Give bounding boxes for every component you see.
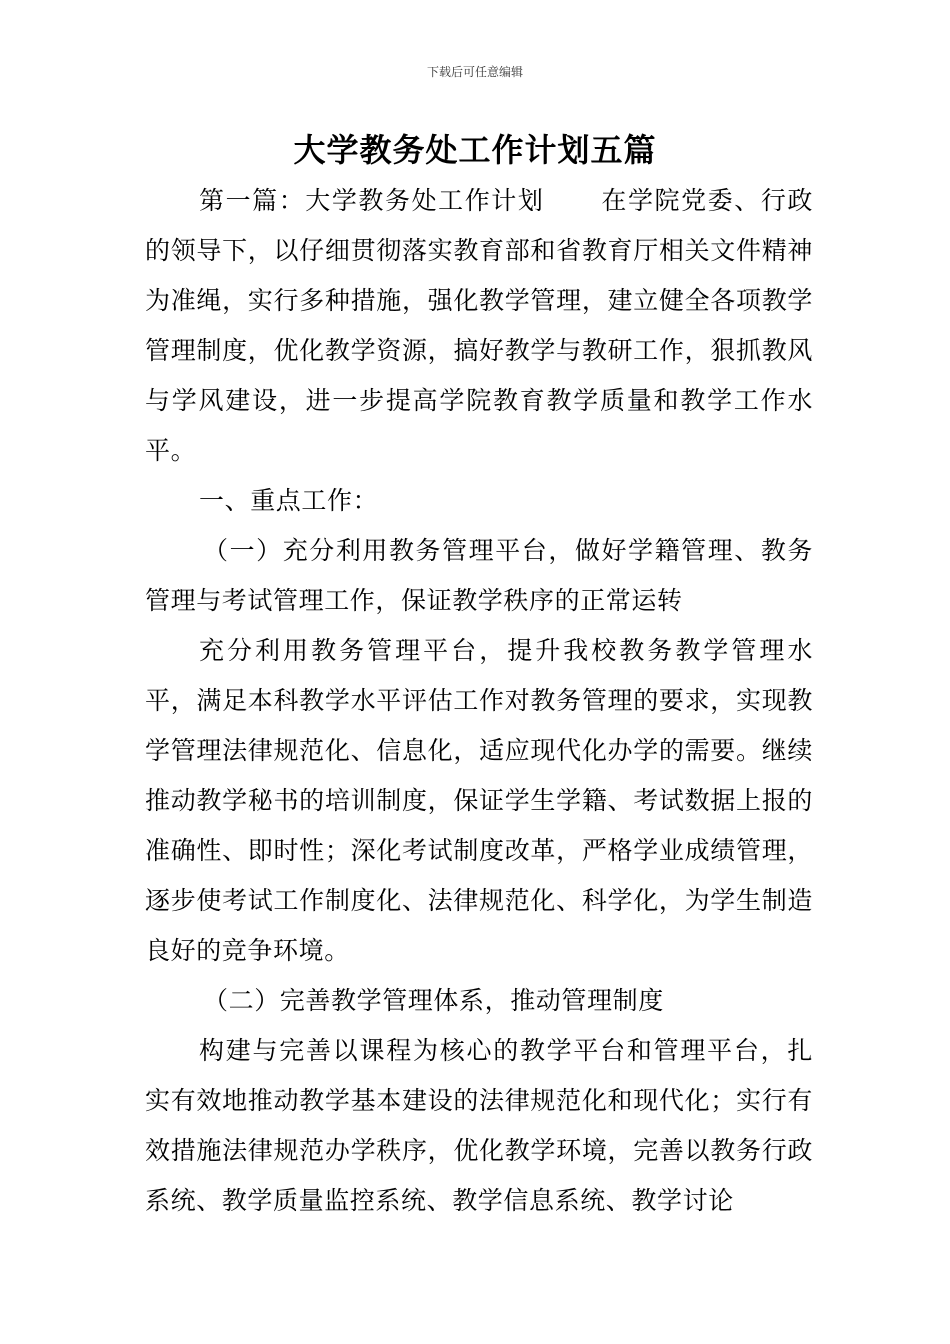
first-para-head: 第一篇：大学教务处工作计划 [199, 186, 545, 215]
document-title: 大学教务处工作计划五篇 [293, 131, 657, 169]
subsection-body-2: 构建与完善以课程为核心的教学平台和管理平台，扎实有效地推动教学基本建设的法律规范化和现代化；实行有效措施法律规范办学秩序，优化教学环境，完善以教务行政系统、教学质量监控系统、教学信息系统、教学讨论 [145, 1036, 813, 1215]
section-heading-1: 一、重点工作： [199, 486, 379, 515]
first-para-body: 在学院党委、行政的领导下，以仔细贯彻落实教育部和省教育厅相关文件精神为准绳，实行多种措施，强化教学管理，建立健全各项教学管理制度，优化教学资源，搞好教学与教研工作，狠抓教风与学风建设，进一步提高学院教育教学质量和教学工作水平。 [145, 186, 813, 465]
paragraph-first [145, 176, 813, 476]
subsection-heading-1: （一）充分利用教务管理平台，做好学籍管理、教务管理与考试管理工作，保证教学秩序的正常运转 [145, 536, 813, 615]
subsection-heading-2: （二）完善教学管理体系，推动管理制度 [203, 986, 664, 1015]
header-note: 下载后可任意编辑 [426, 65, 523, 79]
document-body [145, 176, 813, 1226]
subsection-body-1: 充分利用教务管理平台，提升我校教务教学管理水平，满足本科教学水平评估工作对教务管理的要求，实现教学管理法律规范化、信息化，适应现代化办学的需要。继续推动教学秘书的培训制度，保证学生学籍、考试数据上报的准确性、即时性；深化考试制度改革，严格学业成绩管理，逐步使考试工作制度化、法律规范化、科学化，为学生制造良好的竞争环境。 [145, 636, 813, 965]
